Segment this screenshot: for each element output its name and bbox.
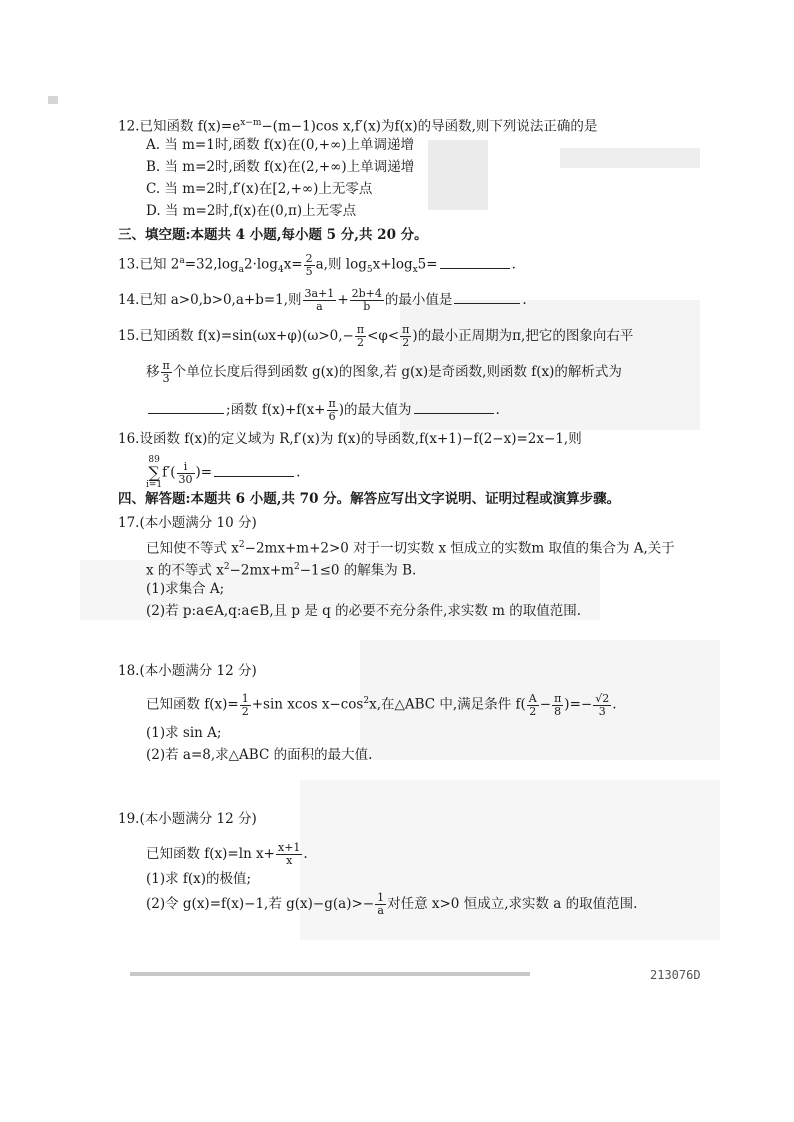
section-4-title: 四、解答题:本题共 6 小题,共 70 分。解答应写出文字说明、证明过程或演算步骤。 [118,491,621,507]
q13-text: 13.已知 2 [118,256,180,273]
q15-end: . [495,402,500,418]
q13-text-g: 5= [417,256,438,273]
footer-bar [130,972,530,976]
q19-fraction-2 [375,892,386,917]
q19-f2-den: a [377,904,384,917]
q15-f3-den: 3 [162,372,170,385]
q18-f3-num: π [554,691,562,705]
q14-f2-den: b [363,300,371,313]
q18-l1-text-c: x,在△ABC 中,满足条件 f [369,696,521,713]
q15-l2-text: 移 [146,364,160,380]
q13-sub1: a [238,265,244,276]
q13-sub4: x [412,265,418,276]
q15-line-3 [146,398,500,423]
section-3-title: 三、填空题:本题共 4 小题,每小题 5 分,共 20 分。 [118,227,428,243]
q14-f2-num: 2b+4 [351,287,382,300]
q16-frac-den: 30 [178,472,193,486]
q14-answer-blank[interactable] [454,289,520,304]
q16-summation [146,456,162,490]
q16-answer-blank[interactable] [214,462,294,477]
q18-end: . [612,696,617,713]
q15-line-1 [118,324,633,349]
paper-code: 213076D [650,968,701,982]
q19-line-1 [146,842,308,867]
q19-l1-end: . [303,846,308,862]
q17-l1-sup: 2 [238,540,245,550]
q15-fraction-1 [355,324,366,349]
q18-f3-den: 8 [554,704,562,718]
q13-answer-blank[interactable] [440,254,510,269]
q18-line-1 [146,692,617,718]
q18-eq: =− [569,696,593,713]
q15-answer-blank-2[interactable] [414,399,494,414]
q19-f1-den: x [286,854,293,867]
q13-fraction [304,253,315,278]
q15-fraction-2 [400,324,411,349]
q14-text-b: 的最小值是 [384,292,453,308]
q18-paren: ( [520,696,526,713]
q15-fraction-4 [327,398,338,423]
q18-f2-num: A [528,691,537,705]
q13 [118,252,516,279]
q17-l2-text-b: −2mx+m [229,562,294,579]
scan-artifact [48,96,58,104]
q17-part-1: (1)求集合 A; [146,581,225,597]
q12-stem [118,114,597,136]
scan-artifact [428,140,488,210]
q19-header: 19.(本小题满分 12 分) [118,811,257,827]
q17-part-2: (2)若 p:a∈A,q:a∈B,且 p 是 q 的必要不充分条件,求实数 m 的取值范围. [146,603,582,619]
q15-l3-text-b: 的最大值为 [344,402,412,418]
q15-f3-num: π [162,359,170,372]
q19-l1-text: 已知函数 f(x)=ln x+ [146,846,275,862]
q18-l1-text-b: +sin xcos x−cos [251,696,364,713]
q14-fraction-2 [350,288,384,313]
q13-text-e: a,则 log [315,256,367,273]
q12-stem-text-2: −(m−1)cos x,f′(x)为f(x)的导函数,则下列说法正确的是 [261,118,598,135]
q17-l2-text-c: −1≤0 的解集为 B. [299,562,417,579]
q18-f4-num: √2 [595,691,610,705]
q15-l2-text-b: 个单位长度后得到函数 g(x)的图象,若 g(x)是奇函数,则函数 f(x)的解析式为 [172,364,622,380]
q18-fraction-4 [593,693,611,718]
q17-header: 17.(本小题满分 10 分) [118,515,257,531]
q12-option-d: D. 当 m=2时,f(x)在(0,π)上无零点 [146,203,357,219]
q15-fraction-3 [161,360,172,385]
q13-sub3: 5 [366,265,373,276]
q18-minus: − [539,696,552,713]
q19-fraction-1 [276,842,302,867]
q16-sum-bottom: i=1 [146,480,163,490]
q15-paren-end: ) [412,328,418,344]
q14-end: . [522,292,527,308]
q13-end: . [511,256,516,273]
q18-fraction-1 [240,693,251,718]
q15-l3-paren: (x+ [301,402,326,418]
q18-header: 18.(本小题满分 12 分) [118,663,257,679]
q16-fraction [177,461,195,486]
q13-frac-den: 5 [305,264,313,278]
q18-l1-text: 已知函数 f(x)= [146,696,239,713]
q18-f1-den: 2 [241,704,249,718]
q12-option-b: B. 当 m=2时,函数 f(x)在(2,+∞)上单调递增 [146,159,415,175]
q18-part-2: (2)若 a=8,求△ABC 的面积的最大值. [146,747,373,763]
q18-f1-num: 1 [241,691,249,705]
q14-f1-num: 3a+1 [304,287,335,300]
q17-l1-text-b: −2mx+m+2>0 对于一切实数 x 恒成立的实数m 取值的集合为 A,关于 [244,540,675,557]
q15-f1-den: 2 [356,336,364,349]
q18-f4-den: 3 [598,704,606,718]
q15-line-2 [146,360,622,385]
q16-eq: = [200,464,213,481]
q16-line-1: 16.设函数 f(x)的定义域为 R,f′(x)为 f(x)的导函数,f(x+1)−f(2−x)=2x−1,则 [118,431,582,447]
q14-f1-den: a [316,300,323,313]
q15-text-b: 的最小正周期为π,把它的图象向右平 [417,328,634,344]
q13-text-c: 2·log [243,256,278,273]
q15-mid: <φ< [367,328,400,344]
q15-paren: (ω>0,− [302,328,354,344]
q17-l2-text: x 的不等式 x [146,562,224,579]
q12-stem-text: 12.已知函数 f(x)=e [118,118,241,135]
q12-option-c: C. 当 m=2时,f′(x)在[2,+∞)上无零点 [146,181,373,197]
q17-line-1 [146,536,675,558]
q19-p2-text-b: 对任意 x>0 恒成立,求实数 a 的取值范围. [387,896,638,912]
q13-sub2: 4 [277,265,284,276]
q14-text: 14.已知 a>0,b>0,a+b=1,则 [118,292,302,308]
q18-fraction-3 [552,693,563,718]
q15-l3-text: ;函数 f(x)+f [226,402,302,418]
q13-text-f: x+log [372,256,413,273]
q19-f2-num: 1 [377,891,385,904]
q19-p2-text: (2)令 g(x)=f(x)−1,若 g(x)−g(a)>− [146,896,375,912]
q15-text: 15.已知函数 f(x)=sin(ωx+φ) [118,328,303,344]
q16-end: . [296,464,301,481]
q16-line-2: 89 ∑ i=1 f′( $\frac{i}{30}$ )= . [146,455,301,490]
q16-frac-num: i [177,461,195,474]
q19-part-2 [146,892,637,917]
q18-l1-sup: 2 [363,696,370,706]
q12-exponent: x−m [240,118,262,128]
q13-text-b: =32,log [184,256,239,273]
q17-line-2 [146,558,416,580]
q15-f2-den: 2 [402,336,410,349]
sigma-icon: ∑ [148,463,160,482]
q15-f2-num: π [402,323,410,336]
q18-f2-den: 2 [529,704,537,718]
q18-paren-end: ) [564,696,570,713]
q17-l2-sup1: 2 [223,562,230,572]
q16-fprime: f′ [162,464,171,481]
q13-text-d: x= [283,256,303,273]
q19-f1-num: x+1 [277,841,301,854]
q17-l1-text: 已知使不等式 x [146,540,239,557]
q14 [118,288,527,313]
q13-frac-num: 2 [305,251,313,265]
q15-f1-num: π [356,323,365,336]
q14-plus: + [337,292,349,308]
q18-fraction-2 [527,693,539,718]
q18-part-1: (1)求 sin A; [146,725,222,741]
q15-answer-blank-1[interactable] [148,399,224,414]
q15-f4-den: 6 [328,410,336,423]
q15-f4-num: π [328,397,336,410]
q17-l2-sup2: 2 [293,562,300,572]
q13-exp: a [179,256,185,266]
q16-sum-top: 89 [148,455,160,465]
q19-part-1: (1)求 f(x)的极值; [146,871,252,887]
q12-option-a: A. 当 m=1时,函数 f(x)在(0,+∞)上单调递增 [146,137,415,153]
q14-fraction-1 [303,288,337,313]
scan-artifact [560,148,700,168]
q15-l3-paren-end: ) [338,402,345,418]
